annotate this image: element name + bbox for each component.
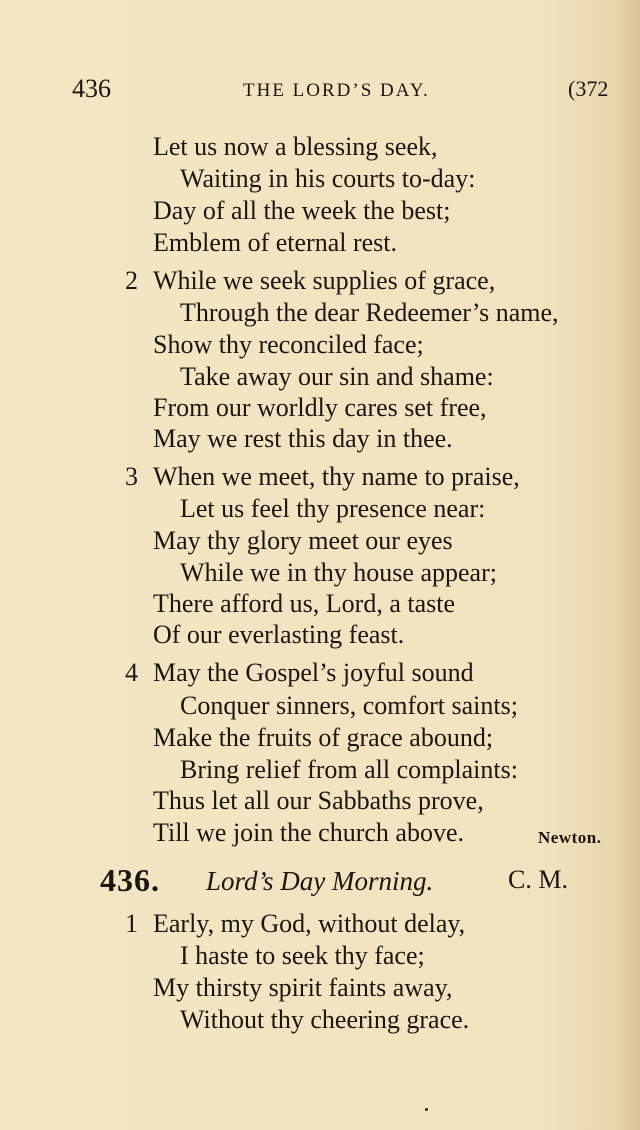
verse-line: Early, my God, without delay, [153,909,466,938]
verse-line: Let us feel thy presence near: [180,494,486,523]
verse-line: Through the dear Redeemer’s name, [180,298,559,327]
hymn-meter: C. M. [508,865,568,894]
hymn-title: Lord’s Day Morning. [206,866,434,896]
paper-speck [425,1108,428,1111]
verse-line: While we seek supplies of grace, [153,266,496,295]
verse-line: Day of all the week the best; [153,196,451,225]
verse-line: When we meet, thy name to praise, [153,462,520,491]
verse-line: Thus let all our Sabbaths prove, [153,786,484,815]
verse-line: Let us now a blessing seek, [153,132,438,161]
verse-line: Make the fruits of grace abound; [153,723,494,752]
verse-line: My thirsty spirit faints away, [153,973,453,1002]
verse-line: Bring relief from all complaints: [180,755,518,784]
hymn-reference: (372 [568,76,609,101]
verse-number: 4 [125,658,138,687]
verse-line: Conquer sinners, comfort saints; [180,691,518,720]
verse-number: 1 [125,909,138,938]
verse-line: May we rest this day in thee. [153,424,453,453]
verse-line: There afford us, Lord, a taste [153,589,456,618]
verse-line: Without thy cheering grace. [180,1005,470,1034]
verse-line: Show thy reconciled face; [153,330,424,359]
verse-line: Waiting in his courts to-day: [180,164,476,193]
verse-line: Take away our sin and shame: [180,362,494,391]
page-header [0,74,640,108]
verse-number: 2 [125,266,138,295]
verse-line: Till we join the church above. [153,818,464,847]
verse-line: While we in thy house appear; [180,558,497,587]
verse-line: May thy glory meet our eyes [153,526,453,555]
verse-line: Of our everlasting feast. [153,620,405,649]
verse-line: From our worldly cares set free, [153,393,487,422]
page-number: 436 [72,74,111,103]
verse-line: Emblem of eternal rest. [153,228,398,257]
verse-line: May the Gospel’s joyful sound [153,658,474,687]
hymn-number: 436. [100,862,160,898]
author-attribution: Newton. [538,828,602,847]
running-title: THE LORD’S DAY. [243,80,430,101]
verse-number: 3 [125,462,138,491]
verse-line: I haste to seek thy face; [180,941,425,970]
